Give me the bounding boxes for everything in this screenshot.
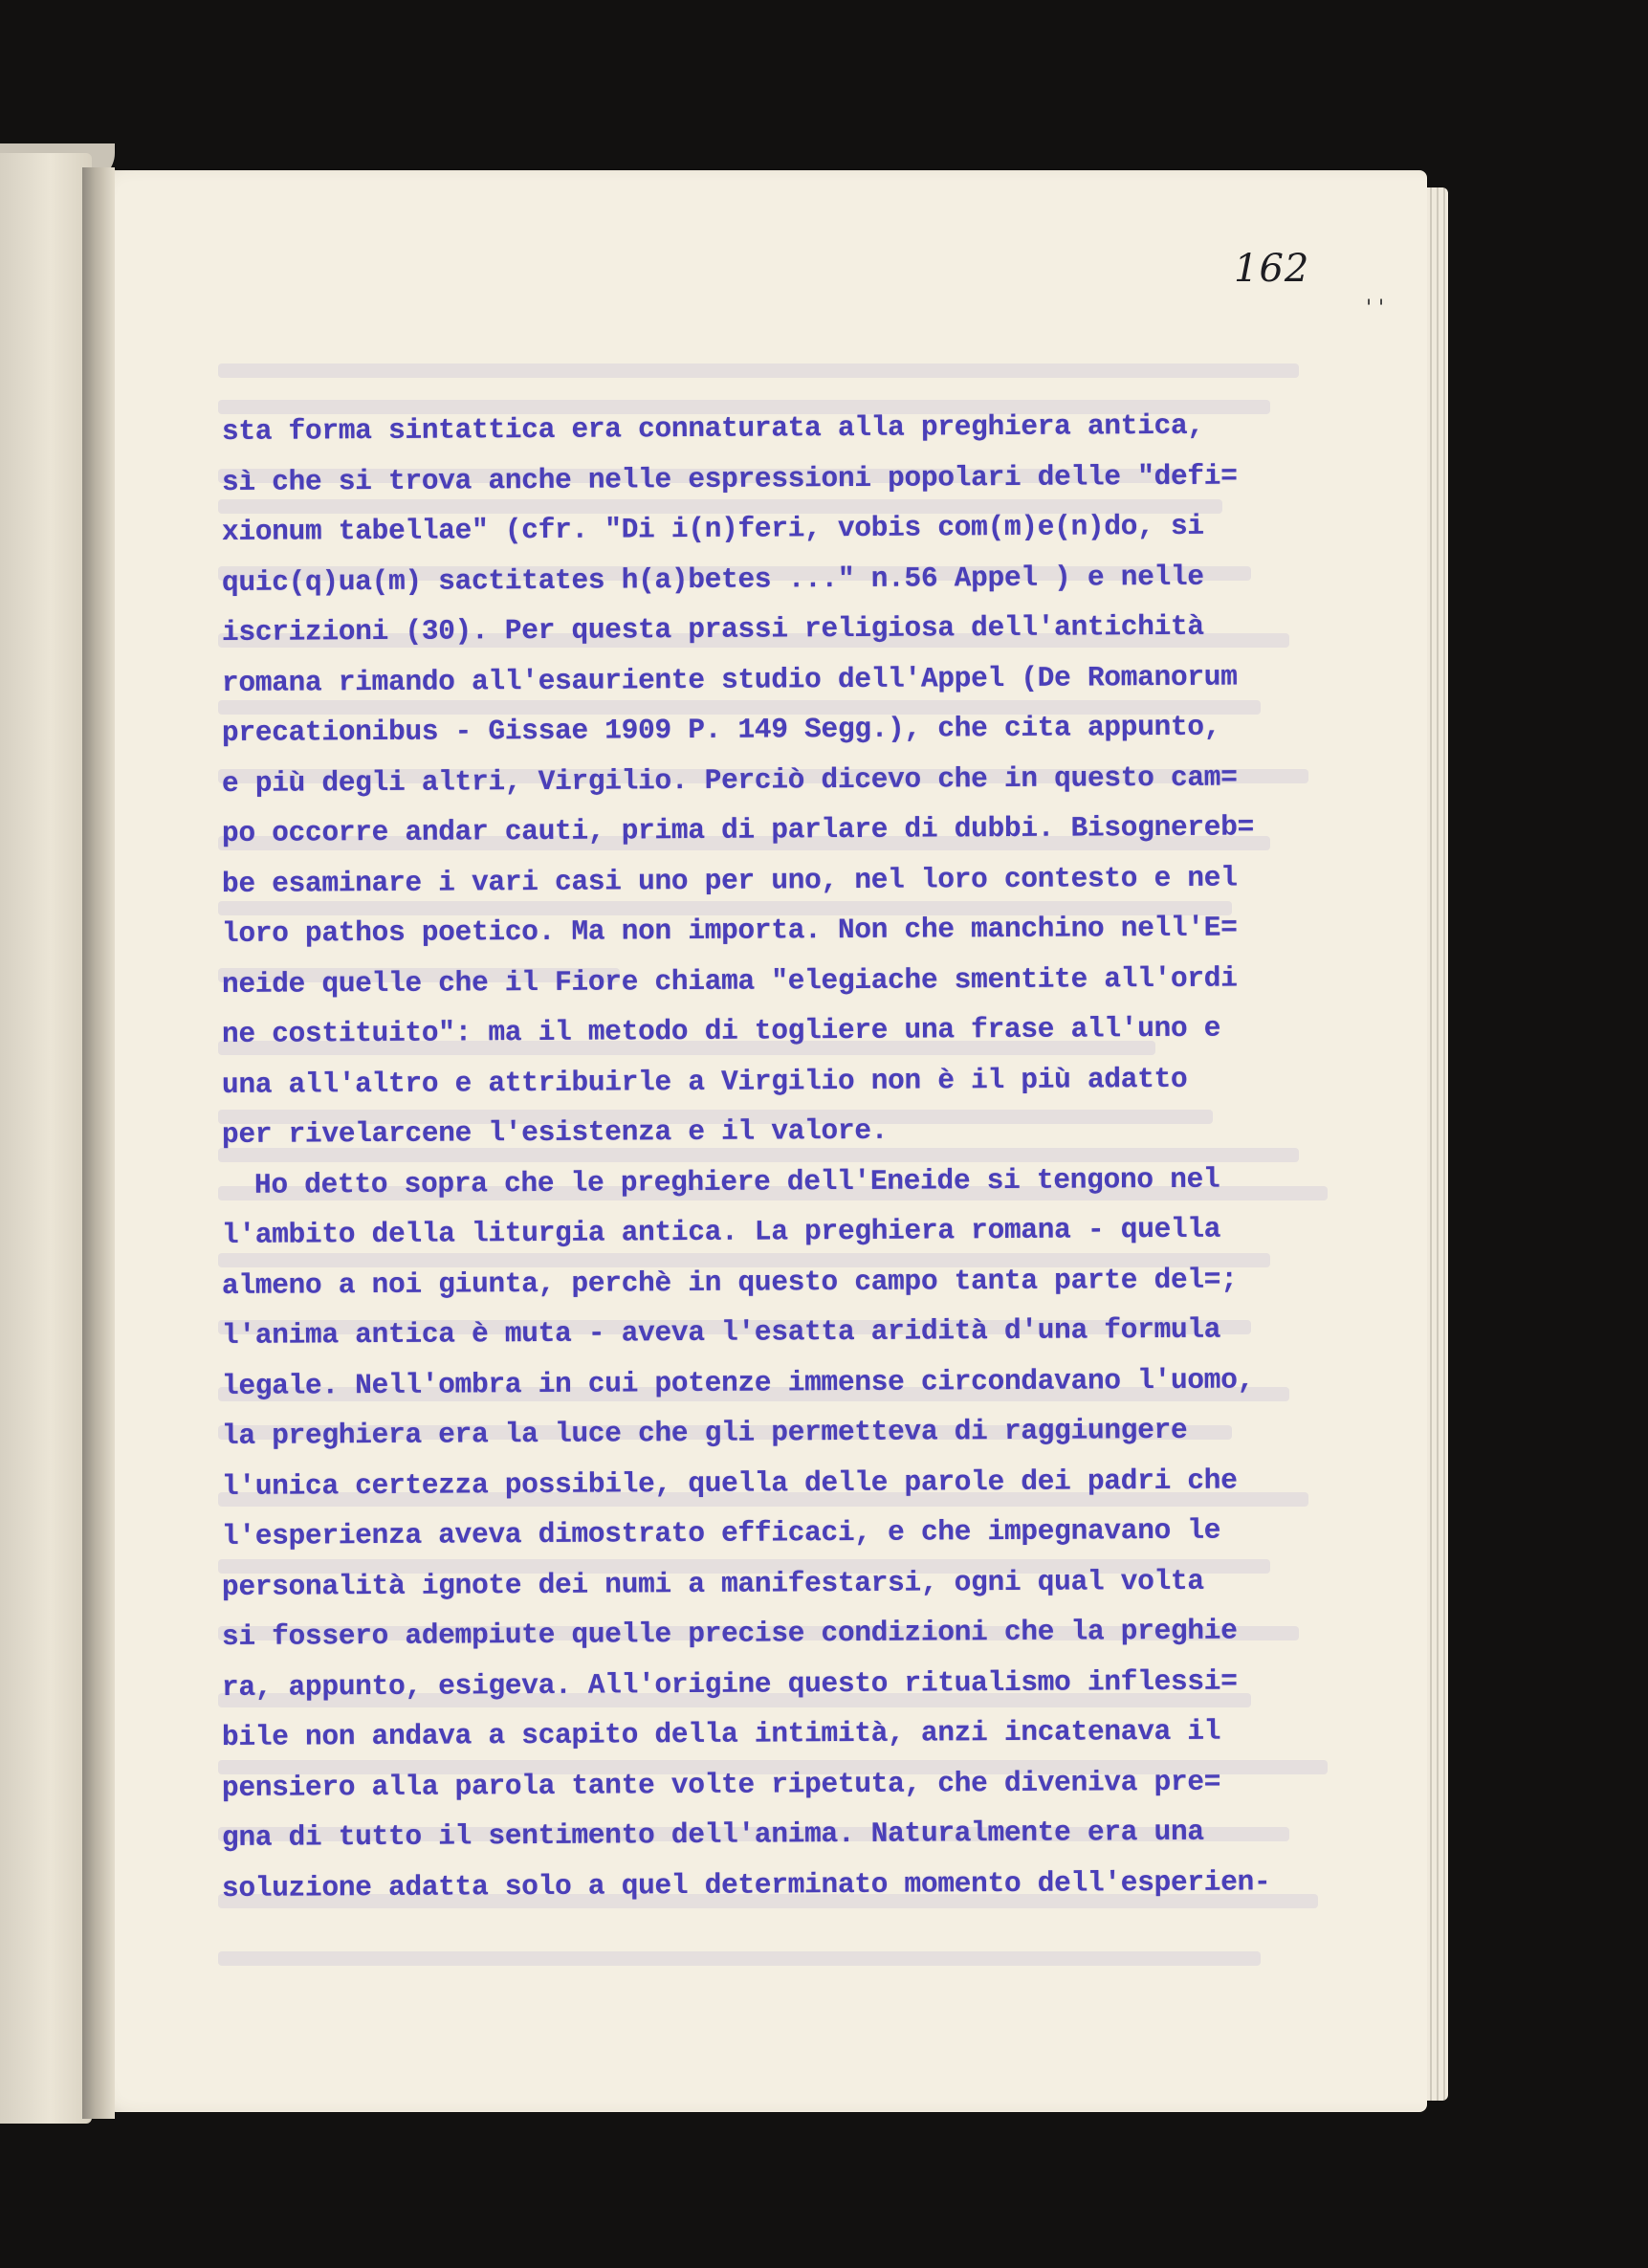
- text-line: per rivelarcene l'esistenza e il valore.: [221, 1113, 889, 1151]
- text-line: precationibus - Gissae 1909 P. 149 Segg.), che cita appunto,: [221, 710, 1221, 749]
- text-line: pensiero alla parola tante volte ripetuta, che diveniva pre=: [221, 1765, 1221, 1804]
- typed-text-body: [222, 407, 1398, 1913]
- text-line: neide quelle che il Fiore chiama "elegiache smentite all'ordi: [221, 961, 1238, 1001]
- text-line: legale. Nell'ombra in cui potenze immense circondavano l'uomo,: [221, 1362, 1255, 1402]
- text-line: gna di tutto il sentimento dell'anima. Naturalmente era una: [221, 1815, 1204, 1854]
- text-line: iscrizioni (30). Per questa prassi religiosa dell'antichità: [221, 609, 1204, 649]
- text-line: la preghiera era la luce che gli permetteva di raggiungere: [221, 1413, 1188, 1452]
- book-gutter: [82, 167, 115, 2119]
- text-line: almeno a noi giunta, perchè in questo campo tanta parte del=;: [221, 1263, 1238, 1302]
- text-line: xionum tabellae" (cfr. "Di i(n)feri, vobis com(m)e(n)do, si: [221, 509, 1204, 548]
- paragraph-start-line: Ho detto sopra che le preghiere dell'Eneide si tengono nel: [253, 1162, 1220, 1201]
- text-line: soluzione adatta solo a quel determinato momento dell'esperien-: [221, 1864, 1271, 1905]
- text-line: be esaminare i vari casi uno per uno, nel loro contesto e nel: [221, 861, 1238, 900]
- text-line: quic(q)ua(m) sactitates h(a)betes ..." n.56 Appel ) e nelle: [221, 560, 1204, 599]
- text-line: l'ambito della liturgia antica. La preghiera romana - quella: [221, 1212, 1221, 1251]
- edge-mark: ' ': [1366, 297, 1385, 320]
- text-line: ne costituito": ma il metodo di togliere una frase all'uno e: [221, 1011, 1221, 1050]
- text-line: romana rimando all'esauriente studio dell'Appel (De Romanorum: [221, 660, 1238, 699]
- text-line: bile non andava a scapito della intimità, anzi incatenava il: [221, 1714, 1221, 1753]
- text-line: po occorre andar cauti, prima di parlare di dubbi. Bisognereb=: [221, 810, 1255, 849]
- text-line: si fossero adempiute quelle precise condizioni che la preghie: [221, 1614, 1238, 1653]
- previous-page: [0, 153, 92, 2124]
- text-line: l'unica certezza possibile, quella delle parole dei padri che: [221, 1464, 1238, 1503]
- text-line: e più degli altri, Virgilio. Perciò dicevo che in questo cam=: [221, 760, 1238, 800]
- text-line: l'anima antica è muta - aveva l'esatta aridità d'una formula: [221, 1312, 1221, 1352]
- text-line: loro pathos poetico. Ma non importa. Non che manchino nell'E=: [221, 911, 1238, 950]
- text-line: ra, appunto, esigeva. All'origine questo ritualismo inflessi=: [221, 1664, 1238, 1704]
- page-number: 162: [1234, 247, 1310, 291]
- text-line: una all'altro e attribuirle a Virgilio non è il più adatto: [221, 1062, 1188, 1101]
- text-line: sta forma sintattica era connaturata alla preghiera antica,: [221, 408, 1204, 448]
- text-line: sì che si trova anche nelle espressioni popolari delle "defi=: [221, 459, 1238, 498]
- text-line: personalità ignote dei numi a manifestarsi, ogni qual volta: [221, 1564, 1204, 1603]
- text-line: l'esperienza aveva dimostrato efficaci, e che impegnavano le: [221, 1513, 1221, 1552]
